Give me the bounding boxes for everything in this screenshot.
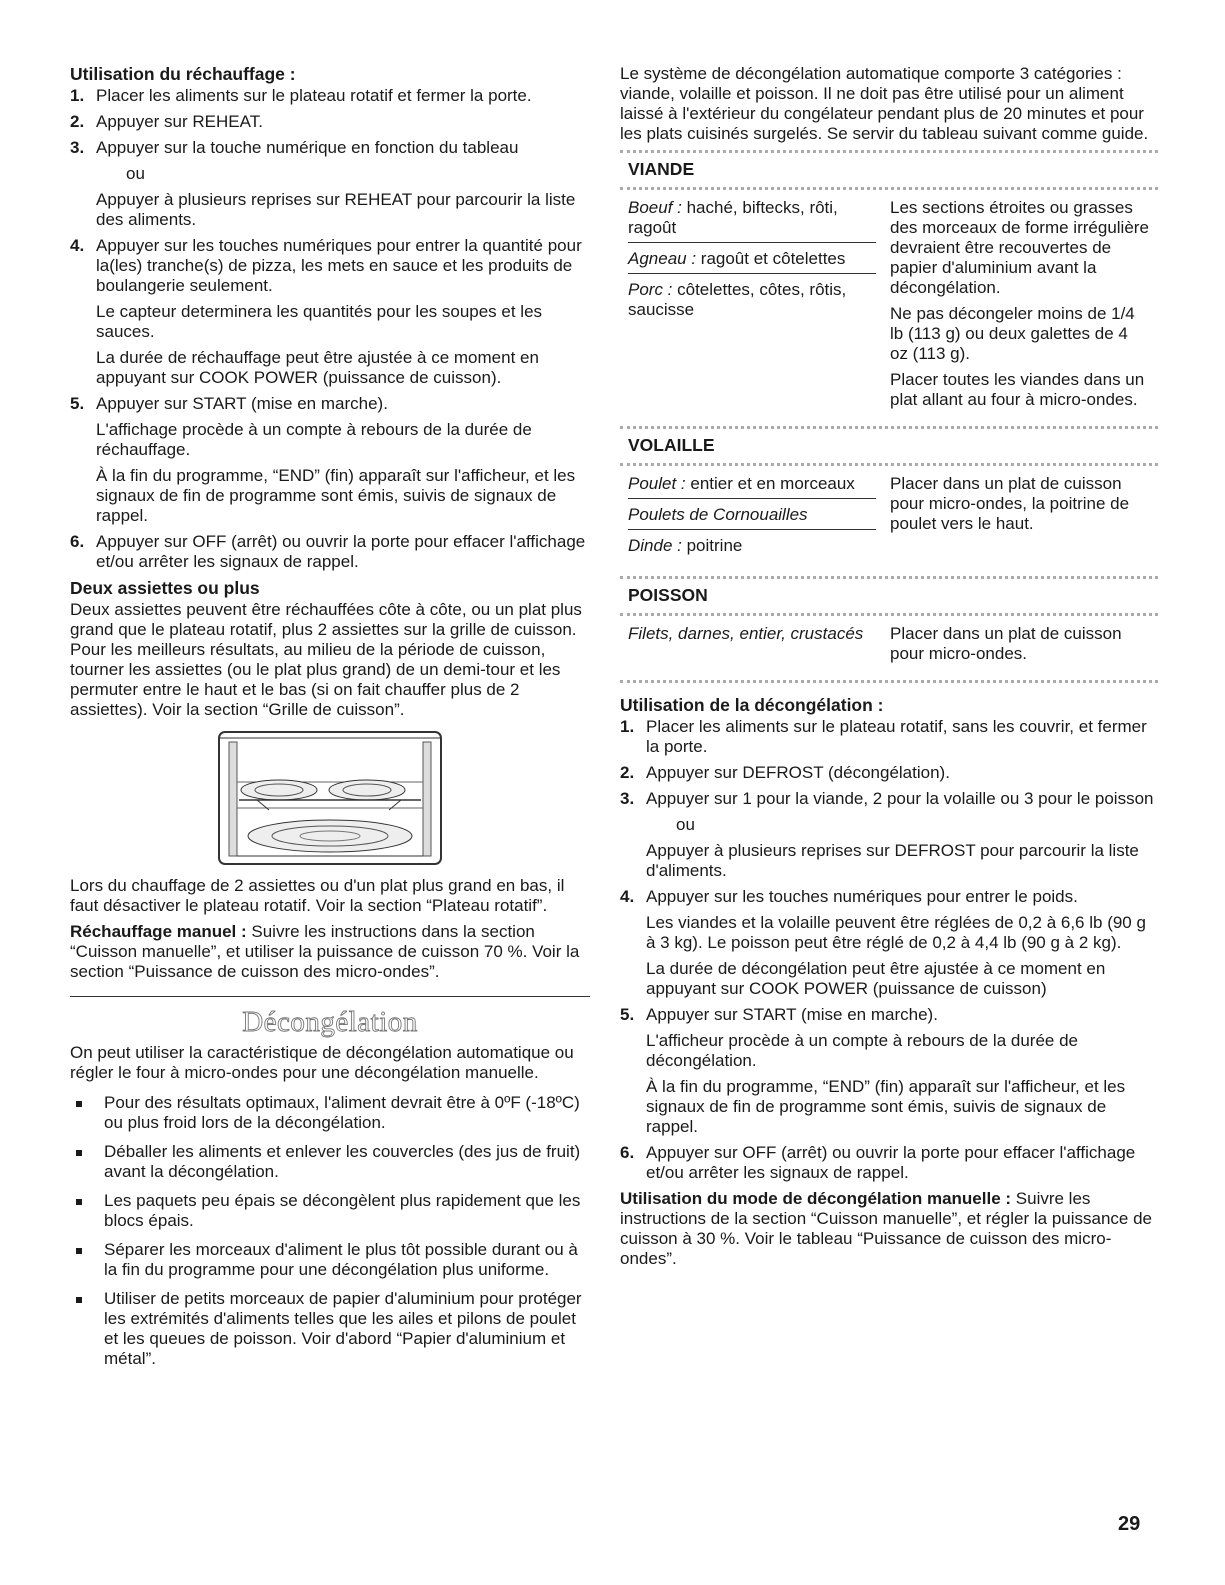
food-item-label: Poulet : (628, 474, 686, 493)
oven-rack-icon (217, 730, 443, 866)
food-item-detail: haché, biftecks, rôti, ragoût (628, 198, 838, 237)
after-figure-text: Lors du chauffage de 2 assiettes ou d'un plat plus grand en bas, il faut désactiver le plateau rotatif. Voir la section “Plateau rotatif”. (70, 876, 565, 915)
step-item (620, 1005, 1158, 1137)
step-or: ou (126, 164, 145, 183)
oven-rack-illustration (70, 730, 590, 866)
square-bullet-icon (76, 1101, 82, 1107)
square-bullet-icon (76, 1297, 82, 1303)
step-number: 6. (70, 532, 85, 551)
step-item (620, 1143, 1158, 1183)
manual-reheat-text: Suivre les instructions dans la section “Cuisson manuelle”, et utiliser la puissance de cuisson 70 %. Voir la section “Puissance de cuisson des micro-ondes”. (70, 922, 580, 981)
step-text: Appuyer sur les touches numériques pour entrer la quantité pour la(les) tranche(s) de pizza, les mets en sauce et les produits de boulangerie seulement. (96, 236, 582, 295)
section-divider (70, 996, 590, 997)
step-item (70, 138, 590, 230)
two-plates-text: Deux assiettes peuvent être réchauffées côte à côte, ou un plat plus grand que le plateau rotatif, plus 2 assiettes sur la grille de cuisson. Pour les meilleurs résultats, au milieu de la période de cuisson, tourner les assiettes (ou le plat plus grand) de un demi-tour et les permuter entre le haut et le bas (si on fait chauffer plus de 2 assiettes). Voir la section “Grille de cuisson”. (70, 600, 582, 719)
step-number: 5. (70, 394, 85, 413)
step-item (70, 394, 590, 526)
step-body (646, 789, 1158, 881)
food-note: Placer dans un plat de cuisson pour micro-ondes. (890, 624, 1122, 663)
step-text: La durée de décongélation peut être ajustée à ce moment en appuyant sur COOK POWER (puissance de cuisson) (646, 959, 1106, 998)
category-poisson: POISSON (628, 585, 708, 605)
manual-reheat-label: Réchauffage manuel : (70, 922, 247, 941)
volaille-row (620, 470, 1158, 570)
step-item (620, 789, 1158, 881)
food-item-label: Filets, darnes, entier, crustacés (628, 624, 864, 643)
square-bullet-icon (76, 1199, 82, 1205)
bullet-item (70, 1093, 590, 1133)
manual-defrost-text: Suivre les instructions de la section “Cuisson manuelle”, et régler la puissance de cuisson à 30 %. Voir le tableau “Puissance de cuisson des micro-ondes”. (620, 1189, 1152, 1268)
step-number: 3. (70, 138, 85, 157)
table-divider (620, 613, 1158, 616)
step-body (646, 887, 1158, 999)
step-text: Appuyer sur OFF (arrêt) ou ouvrir la porte pour effacer l'affichage et/ou arrêter les signaux de rappel. (646, 1143, 1136, 1182)
food-note: Les sections étroites ou grasses des morceaux de forme irrégulière devraient être recouvertes de papier d'aluminium avant la décongélation. (890, 198, 1149, 297)
manual-defrost-paragraph (620, 1189, 1158, 1269)
bullet-item (70, 1289, 590, 1369)
defrost-system-intro: Le système de décongélation automatique comporte 3 catégories : viande, volaille et poisson. Il ne doit pas être utilisé pour un aliment laissé à l'extérieur du congélateur pendant plus de 20 minutes et pour les plats cuisinés surgelés. Se servir du tableau suivant comme guide. (620, 64, 1149, 143)
step-text: Appuyer à plusieurs reprises sur REHEAT pour parcourir la liste des aliments. (96, 190, 576, 229)
step-body (646, 717, 1158, 757)
step-body (96, 394, 590, 526)
step-text: La durée de réchauffage peut être ajustée à ce moment en appuyant sur COOK POWER (puissance de cuisson). (96, 348, 539, 387)
step-number: 1. (620, 717, 635, 736)
food-item-label: Agneau : (628, 249, 697, 268)
food-item-label: Porc : (628, 280, 673, 299)
food-item-label: Dinde : (628, 536, 682, 555)
table-divider (620, 680, 1158, 683)
viande-row (620, 194, 1158, 420)
food-item (628, 198, 876, 243)
manual-reheat-paragraph (70, 922, 590, 982)
food-note: Ne pas décongeler moins de 1/4 lb (113 g) ou deux galettes de 4 oz (113 g). (890, 304, 1135, 363)
bullet-item (70, 1240, 590, 1280)
bullet-text: Les paquets peu épais se décongèlent plus rapidement que les blocs épais. (104, 1191, 581, 1230)
step-number: 2. (70, 112, 85, 131)
step-text: Appuyer sur la touche numérique en fonction du tableau (96, 138, 519, 157)
step-text: Appuyer sur OFF (arrêt) ou ouvrir la porte pour effacer l'affichage et/ou arrêter les signaux de rappel. (96, 532, 586, 571)
defrost-intro: On peut utiliser la caractéristique de décongélation automatique ou régler le four à micro-ondes pour une décongélation manuelle. (70, 1043, 574, 1082)
volaille-items (628, 474, 890, 566)
bullet-text: Utiliser de petits morceaux de papier d'aluminium pour protéger les extrémités d'aliments telles que les ailes et pilons de poulet et les queues de poisson. Voir d'abord “Papier d'aluminium et métal”. (104, 1289, 582, 1368)
food-item (628, 505, 876, 530)
manual-defrost-label: Utilisation du mode de décongélation manuelle : (620, 1189, 1012, 1208)
step-text: Appuyer sur START (mise en marche). (96, 394, 388, 413)
step-text: Appuyer sur REHEAT. (96, 112, 263, 131)
food-item-detail: ragoût et côtelettes (696, 249, 846, 268)
food-item (628, 249, 876, 274)
step-text: Appuyer sur DEFROST (décongélation). (646, 763, 950, 782)
step-item (620, 887, 1158, 999)
food-item-detail: entier et en morceaux (685, 474, 855, 493)
step-text: L'affichage procède à un compte à rebours de la durée de réchauffage. (96, 420, 532, 459)
defrost-section-title: Décongélation (242, 1006, 418, 1038)
table-divider (620, 426, 1158, 429)
food-note: Placer dans un plat de cuisson pour micro-ondes, la poitrine de poulet vers le haut. (890, 474, 1130, 533)
step-item (70, 112, 590, 132)
step-item (70, 532, 590, 572)
step-text: Placer les aliments sur le plateau rotatif, sans les couvrir, et fermer la porte. (646, 717, 1147, 756)
step-number: 4. (70, 236, 85, 255)
defrost-bullet-list (70, 1093, 590, 1369)
step-text: Appuyer sur les touches numériques pour entrer le poids. (646, 887, 1078, 906)
reheat-heading: Utilisation du réchauffage : (70, 64, 296, 84)
step-text: À la fin du programme, “END” (fin) apparaît sur l'afficheur, et les signaux de fin de programme sont émis, suivis de signaux de rappel. (646, 1077, 1126, 1136)
table-divider (620, 576, 1158, 579)
step-body (96, 138, 590, 230)
category-viande: VIANDE (628, 159, 695, 179)
step-number: 3. (620, 789, 635, 808)
table-divider (620, 150, 1158, 153)
poisson-items (628, 624, 890, 670)
step-text: À la fin du programme, “END” (fin) apparaît sur l'afficheur, et les signaux de fin de programme sont émis, suivis de signaux de rappel. (96, 466, 576, 525)
food-item (628, 280, 876, 324)
step-body (96, 236, 590, 388)
step-text: Placer les aliments sur le plateau rotatif et fermer la porte. (96, 86, 532, 105)
square-bullet-icon (76, 1248, 82, 1254)
food-note: Placer toutes les viandes dans un plat allant au four à micro-ondes. (890, 370, 1145, 409)
step-body (96, 86, 590, 106)
step-text: Appuyer sur START (mise en marche). (646, 1005, 938, 1024)
right-column (620, 64, 1158, 1275)
square-bullet-icon (76, 1150, 82, 1156)
step-item (620, 763, 1158, 783)
table-divider (620, 187, 1158, 190)
step-body (96, 112, 590, 132)
defrost-heading: Utilisation de la décongélation : (620, 695, 884, 715)
food-item (628, 474, 876, 499)
bullet-item (70, 1191, 590, 1231)
step-number: 1. (70, 86, 85, 105)
bullet-text: Déballer les aliments et enlever les couvercles (des jus de fruit) avant la décongélation. (104, 1142, 581, 1181)
step-item (620, 717, 1158, 757)
food-item-detail: côtelettes, côtes, rôtis, saucisse (628, 280, 847, 319)
reheat-steps (70, 86, 590, 572)
bullet-text: Séparer les morceaux d'aliment le plus tôt possible durant ou à la fin du programme pour une décongélation plus uniforme. (104, 1240, 578, 1279)
food-item (628, 536, 876, 560)
step-text: Le capteur determinera les quantités pour les soupes et les sauces. (96, 302, 543, 341)
step-body (646, 763, 1158, 783)
volaille-notes (890, 474, 1150, 566)
food-item (628, 624, 876, 648)
step-text: Appuyer à plusieurs reprises sur DEFROST pour parcourir la liste d'aliments. (646, 841, 1139, 880)
bullet-item (70, 1142, 590, 1182)
step-number: 4. (620, 887, 635, 906)
step-number: 6. (620, 1143, 635, 1162)
step-number: 5. (620, 1005, 635, 1024)
viande-notes (890, 198, 1150, 416)
left-column (70, 64, 590, 1378)
food-item-detail: poitrine (681, 536, 743, 555)
food-item-label: Poulets de Cornouailles (628, 505, 808, 524)
step-body (96, 532, 590, 572)
viande-items (628, 198, 890, 416)
poisson-notes (890, 624, 1150, 670)
step-body (646, 1143, 1158, 1183)
table-divider (620, 463, 1158, 466)
defrost-steps (620, 717, 1158, 1183)
step-body (646, 1005, 1158, 1137)
step-or: ou (676, 815, 695, 834)
two-plates-heading: Deux assiettes ou plus (70, 578, 260, 598)
step-item (70, 86, 590, 106)
page-number: 29 (1118, 1513, 1141, 1535)
bullet-text: Pour des résultats optimaux, l'aliment devrait être à 0ºF (-18ºC) ou plus froid lors de la décongélation. (104, 1093, 580, 1132)
step-number: 2. (620, 763, 635, 782)
category-volaille: VOLAILLE (628, 435, 715, 455)
step-text: Les viandes et la volaille peuvent être réglées de 0,2 à 6,6 lb (90 g à 3 kg). Le poisson peut être réglé de 0,2 à 4,4 lb (90 g à 2 kg). (646, 913, 1146, 952)
step-item (70, 236, 590, 388)
step-text: L'afficheur procède à un compte à rebours de la durée de décongélation. (646, 1031, 1078, 1070)
poisson-row (620, 620, 1158, 674)
step-text: Appuyer sur 1 pour la viande, 2 pour la volaille ou 3 pour le poisson (646, 789, 1154, 808)
food-item-label: Boeuf : (628, 198, 682, 217)
